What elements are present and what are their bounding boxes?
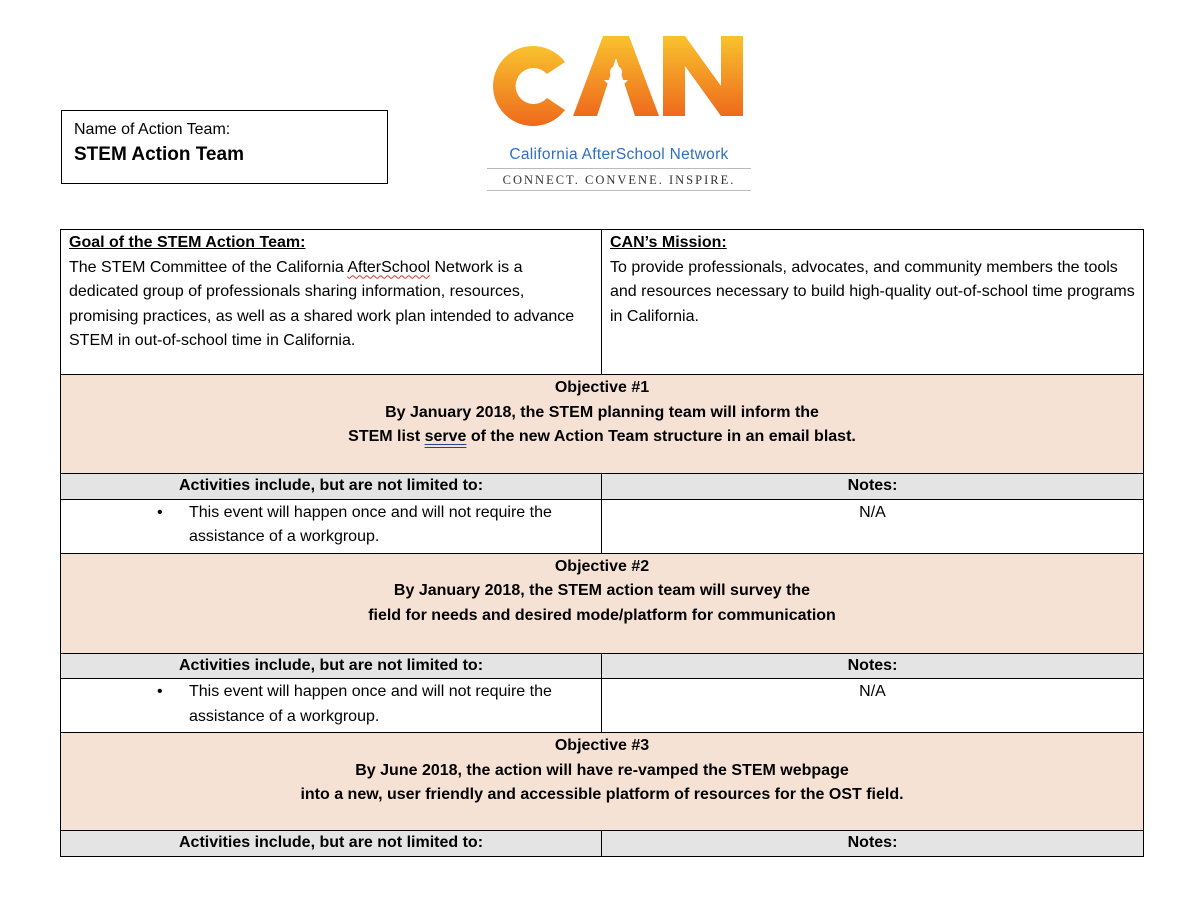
objective-row — [61, 553, 1144, 653]
activity-text: This event will happen once and will not require the assistance of a workgroup. — [189, 503, 552, 545]
objective-title: Objective #1 — [554, 379, 650, 396]
can-logo-mark — [483, 28, 755, 146]
objective-3-cell — [61, 733, 1144, 831]
logo-divider-top — [487, 168, 751, 169]
activities-header: Activities include, but are not limited to: — [61, 831, 602, 857]
notes-header: Notes: — [602, 474, 1144, 500]
bullet-icon: • — [157, 503, 163, 521]
logo-divider-bottom — [487, 190, 751, 191]
note-cell: N/A — [602, 679, 1144, 733]
objective-title: Objective #2 — [554, 557, 650, 575]
grammar-flagged-word: serve — [424, 428, 467, 445]
objective-2-cell — [61, 553, 1144, 653]
bullet-icon: • — [157, 683, 163, 700]
can-logo — [483, 28, 755, 198]
objective-1-cell — [61, 375, 1144, 474]
objective-line: By January 2018, the STEM planning team will inform the — [385, 403, 819, 421]
notes-header: Notes: — [602, 831, 1144, 857]
list-item — [69, 680, 593, 729]
spellcheck-flagged-word: AfterSchool — [347, 258, 431, 276]
note-cell: N/A — [602, 499, 1144, 553]
action-team-name-label: Name of Action Team: — [74, 121, 231, 138]
objective-row — [61, 733, 1144, 831]
activities-header: Activities include, but are not limited to: — [61, 474, 602, 500]
action-plan-table — [60, 229, 1144, 857]
activities-notes-header-row — [61, 653, 1144, 679]
activities-notes-header-row — [61, 831, 1144, 857]
network-name: California AfterSchool Network — [509, 146, 729, 163]
mission-text: To provide professionals, advocates, and community members the tools and resources necessary to build high-quality out-of-school time programs in California. — [610, 258, 1135, 325]
action-team-name-value: STEM Action Team — [74, 144, 244, 165]
mission-cell — [602, 230, 1144, 375]
list-item — [69, 501, 593, 550]
activity-row — [61, 679, 1144, 733]
objective-line: By June 2018, the action will have re-vamped the STEM webpage — [355, 761, 849, 779]
objective-line: field for needs and desired mode/platform for communication — [368, 606, 836, 624]
activities-header: Activities include, but are not limited to: — [61, 653, 602, 679]
objective-line: into a new, user friendly and accessible platform of resources for the OST field. — [300, 786, 904, 803]
activities-notes-header-row — [61, 474, 1144, 500]
objective-row — [61, 375, 1144, 474]
mission-heading: CAN’s Mission: — [610, 234, 727, 251]
activity-cell — [61, 679, 602, 733]
objective-title: Objective #3 — [554, 737, 650, 754]
notes-header: Notes: — [602, 653, 1144, 679]
action-team-name-box — [61, 110, 388, 184]
logo-tagline: CONNECT. CONVENE. INSPIRE. — [502, 173, 736, 187]
goal-cell — [61, 230, 602, 375]
goal-heading: Goal of the STEM Action Team: — [69, 234, 306, 251]
goal-mission-row — [61, 230, 1144, 375]
activity-row — [61, 499, 1144, 553]
activity-cell — [61, 499, 602, 553]
objective-line: By January 2018, the STEM action team will survey the — [393, 582, 811, 599]
activity-text: This event will happen once and will not require the assistance of a workgroup. — [189, 683, 552, 725]
objective-line: STEM list serve of the new Action Team structure in an email blast. — [348, 428, 856, 445]
goal-text: The STEM Committee of the California AfterSchool Network is a dedicated group of professionals sharing information, resources, promising practices, as well as a shared work plan intended to advance STEM in out-of-school time in California. — [69, 258, 575, 349]
